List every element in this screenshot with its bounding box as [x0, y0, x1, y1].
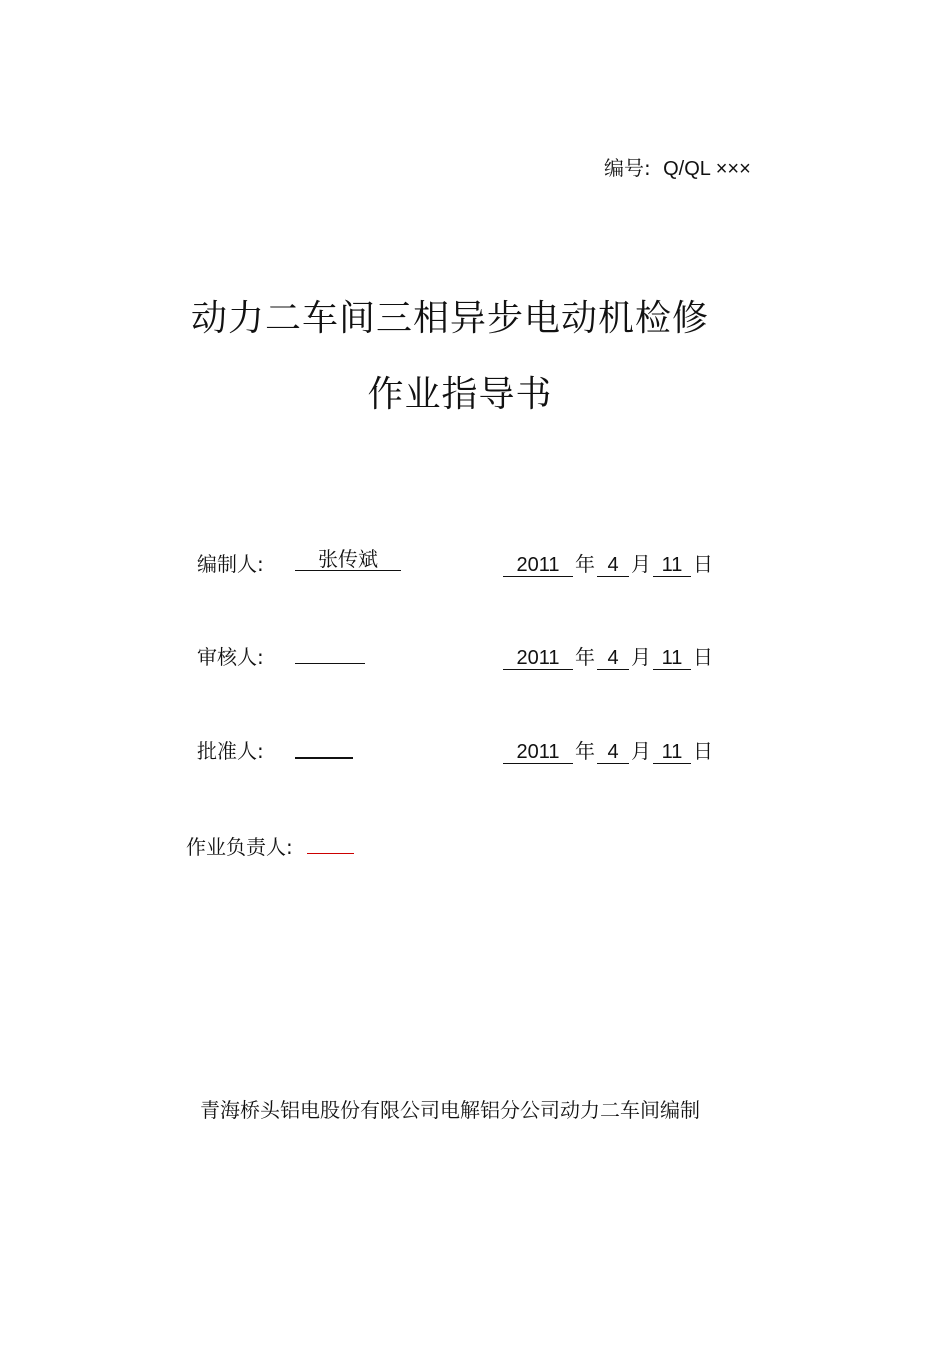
- approver-date-month: 4: [597, 741, 629, 764]
- document-number-label: 编号:: [604, 156, 651, 180]
- year-char: 年: [575, 645, 595, 669]
- day-char: 日: [693, 645, 713, 669]
- compiling-organization: 青海桥头铝电股份有限公司电解铝分公司动力二车间编制: [200, 1098, 700, 1122]
- approver-name: [295, 735, 353, 759]
- document-number-value: Q/QL ×××: [663, 158, 751, 180]
- month-char: 月: [631, 552, 651, 576]
- month-char: 月: [631, 739, 651, 763]
- reviewer-date-year: 2011: [503, 647, 573, 670]
- approver-date-day: 11: [653, 741, 691, 764]
- compiler-label: 编制人:: [197, 552, 264, 576]
- reviewer-name: [295, 641, 365, 664]
- reviewer-label: 审核人:: [197, 645, 264, 669]
- month-char: 月: [631, 645, 651, 669]
- year-char: 年: [575, 739, 595, 763]
- reviewer-date-month: 4: [597, 647, 629, 670]
- approver-date-year: 2011: [503, 741, 573, 764]
- approver-date: [503, 735, 715, 764]
- responsible-name: [307, 831, 354, 854]
- compiler-name: 张传斌: [295, 548, 401, 571]
- year-char: 年: [575, 552, 595, 576]
- compiler-date-year: 2011: [503, 554, 573, 577]
- compiler-date: [503, 548, 715, 577]
- day-char: 日: [693, 739, 713, 763]
- document-number: [604, 152, 751, 181]
- reviewer-date: [503, 641, 715, 670]
- reviewer-date-day: 11: [653, 647, 691, 670]
- day-char: 日: [693, 552, 713, 576]
- approver-label: 批准人:: [197, 739, 264, 763]
- compiler-date-day: 11: [653, 554, 691, 577]
- document-title-line1: 动力二车间三相异步电动机检修: [190, 298, 709, 339]
- document-title-line2: 作业指导书: [367, 374, 553, 415]
- compiler-date-month: 4: [597, 554, 629, 577]
- responsible-label: 作业负责人:: [186, 835, 293, 859]
